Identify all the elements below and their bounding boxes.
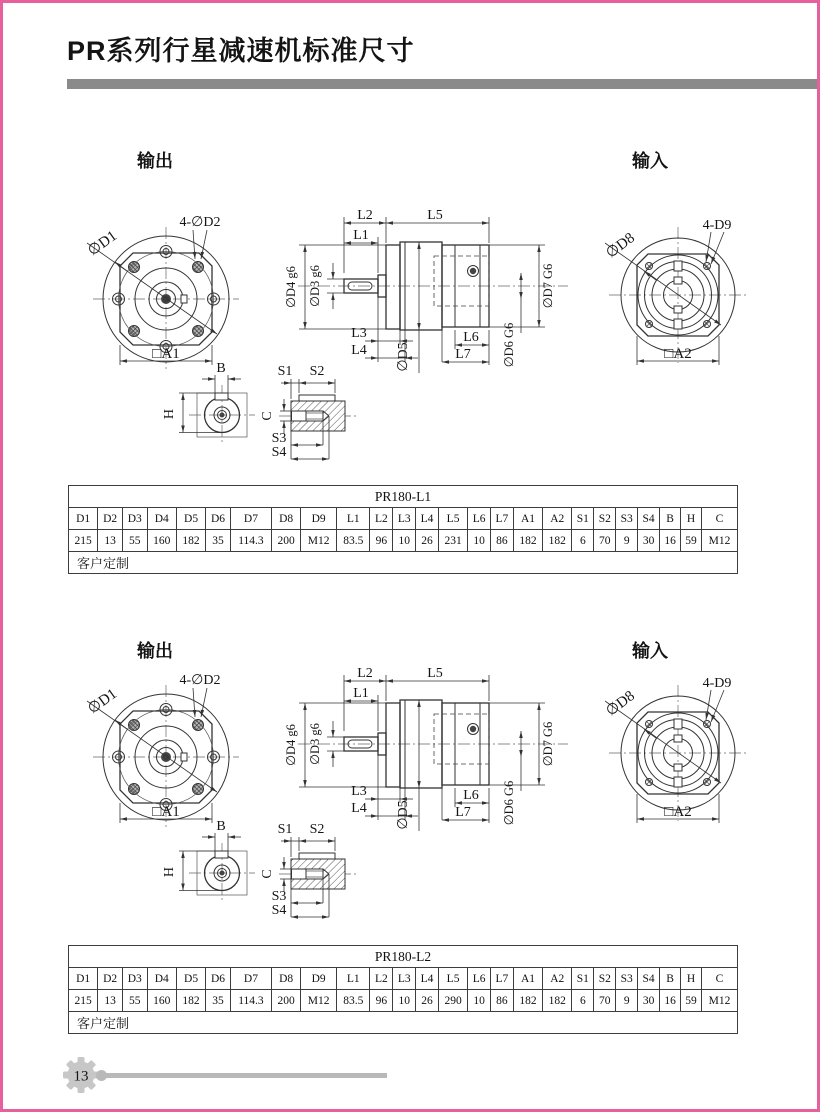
dim-label-d6: ∅D6 G6 — [502, 322, 516, 368]
value-cell: 26 — [416, 530, 439, 552]
dim-label-l6: L6 — [463, 330, 479, 345]
dim-label-a2: □A2 — [664, 346, 692, 362]
dim-label-d7: ∅D7 G6 — [541, 263, 555, 309]
dim-label-d5: ∅D5 — [396, 800, 411, 830]
value-cell: 86 — [491, 530, 514, 552]
dim-label-l1: L1 — [353, 228, 369, 243]
value-cell: 200 — [272, 990, 301, 1012]
table-footer: 客户定制 — [69, 1012, 738, 1034]
table-footer: 客户定制 — [69, 552, 738, 574]
column-header: C — [702, 968, 738, 990]
column-header: S4 — [638, 508, 660, 530]
column-header: L6 — [468, 508, 491, 530]
value-cell: 96 — [370, 990, 393, 1012]
value-cell: M12 — [301, 990, 337, 1012]
section2-output-label: 输出 — [137, 641, 173, 661]
column-header: D2 — [98, 508, 123, 530]
dim-label-d4: ∅D4 g6 — [284, 724, 298, 766]
column-header: L6 — [468, 968, 491, 990]
value-cell: 114.3 — [230, 990, 271, 1012]
value-cell: 16 — [660, 530, 681, 552]
section1-output-label: 输出 — [137, 151, 173, 171]
dim-label-s2: S2 — [309, 364, 325, 379]
column-header: D1 — [69, 508, 98, 530]
column-header: L7 — [491, 508, 514, 530]
dim-label-s2: S2 — [309, 822, 325, 837]
value-cell: M12 — [702, 530, 738, 552]
dim-label-s1: S1 — [277, 822, 293, 837]
dim-label-l2: L2 — [357, 666, 373, 681]
value-cell: 10 — [468, 990, 491, 1012]
dim-label-d1: ∅D1 — [85, 686, 121, 718]
value-cell: M12 — [301, 530, 337, 552]
column-header: S1 — [572, 508, 594, 530]
column-header: D6 — [206, 508, 231, 530]
table-title: PR180-L1 — [69, 486, 738, 508]
value-cell: 55 — [122, 530, 147, 552]
column-header: D4 — [147, 968, 176, 990]
dim-label-c: C — [260, 411, 275, 421]
value-cell: 10 — [393, 990, 416, 1012]
drawing-section-2 — [3, 651, 820, 951]
column-header: D5 — [176, 968, 205, 990]
value-cell: 10 — [393, 530, 416, 552]
value-cell: 16 — [660, 990, 681, 1012]
value-cell: 10 — [468, 530, 491, 552]
dim-label-d5: ∅D5 — [396, 342, 411, 372]
value-cell: 86 — [491, 990, 514, 1012]
dim-label-d6: ∅D6 G6 — [502, 780, 516, 826]
column-header: L2 — [370, 508, 393, 530]
value-cell: 182 — [513, 530, 542, 552]
column-header: L7 — [491, 968, 514, 990]
section1-input-label: 输入 — [632, 151, 668, 171]
dim-label-d8: ∅D8 — [603, 687, 638, 720]
value-cell: 114.3 — [230, 530, 271, 552]
column-header: L1 — [337, 968, 370, 990]
value-cell: 231 — [438, 530, 467, 552]
value-cell: 30 — [638, 990, 660, 1012]
dim-label-s1: S1 — [277, 364, 293, 379]
dim-label-d3: ∅D3 g6 — [308, 723, 322, 765]
dim-label-d9: 4-D9 — [702, 218, 732, 233]
input-flange-drawing — [601, 673, 759, 831]
column-header: D3 — [122, 508, 147, 530]
value-cell: 182 — [176, 990, 205, 1012]
drawing-section-1 — [3, 193, 820, 493]
dim-label-l5: L5 — [427, 666, 443, 681]
column-header: D2 — [98, 968, 123, 990]
column-header: A2 — [543, 508, 572, 530]
value-cell: 35 — [206, 990, 231, 1012]
section2-input-label: 输入 — [632, 641, 668, 661]
column-header: A1 — [513, 508, 542, 530]
output-flange-drawing — [81, 213, 251, 375]
value-cell: 290 — [438, 990, 467, 1012]
value-cell: 182 — [176, 530, 205, 552]
dim-label-d8: ∅D8 — [603, 229, 638, 262]
value-cell: M12 — [702, 990, 738, 1012]
dim-label-h: H — [162, 408, 177, 420]
dim-label-s4: S4 — [271, 445, 287, 460]
dim-label-h: H — [162, 866, 177, 878]
column-header: L5 — [438, 508, 467, 530]
column-header: D1 — [69, 968, 98, 990]
value-cell: 182 — [543, 530, 572, 552]
dim-label-d2: 4-∅D2 — [179, 215, 221, 230]
value-cell: 35 — [206, 530, 231, 552]
value-cell: 6 — [572, 530, 594, 552]
dim-label-d3: ∅D3 g6 — [308, 265, 322, 307]
column-header: D9 — [301, 508, 337, 530]
dim-label-l4: L4 — [351, 343, 367, 358]
page-title: PR系列行星减速机标准尺寸 — [67, 36, 415, 66]
column-header: L5 — [438, 968, 467, 990]
spec-table-pr180-l2 — [68, 945, 738, 1034]
table-title: PR180-L2 — [69, 946, 738, 968]
value-cell: 6 — [572, 990, 594, 1012]
dim-label-l7: L7 — [455, 347, 471, 362]
value-cell: 200 — [272, 530, 301, 552]
value-cell: 70 — [594, 530, 616, 552]
value-cell: 160 — [147, 530, 176, 552]
shaft-section-drawing — [255, 819, 393, 934]
input-flange-drawing — [601, 215, 759, 373]
dim-label-s4: S4 — [271, 903, 287, 918]
column-header: S3 — [616, 508, 638, 530]
value-cell: 160 — [147, 990, 176, 1012]
column-header: S2 — [594, 508, 616, 530]
dim-label-d4: ∅D4 g6 — [284, 266, 298, 308]
dim-label-a1: □A1 — [152, 346, 180, 362]
column-header: A1 — [513, 968, 542, 990]
column-header: D4 — [147, 508, 176, 530]
column-header: H — [681, 508, 702, 530]
column-header: L4 — [416, 508, 439, 530]
value-cell: 13 — [98, 530, 123, 552]
dim-label-l7: L7 — [455, 805, 471, 820]
dim-label-d2: 4-∅D2 — [179, 673, 221, 688]
value-cell: 96 — [370, 530, 393, 552]
side-view-drawing — [283, 651, 575, 843]
value-cell: 9 — [616, 530, 638, 552]
column-header: S2 — [594, 968, 616, 990]
column-header: D9 — [301, 968, 337, 990]
dim-label-l2: L2 — [357, 208, 373, 223]
dim-label-d1: ∅D1 — [85, 228, 121, 260]
output-flange-drawing — [81, 671, 251, 833]
dim-label-s3: S3 — [271, 431, 287, 446]
value-cell: 83.5 — [337, 530, 370, 552]
value-cell: 215 — [69, 530, 98, 552]
column-header: H — [681, 968, 702, 990]
column-header: S4 — [638, 968, 660, 990]
dim-label-l5: L5 — [427, 208, 443, 223]
value-cell: 26 — [416, 990, 439, 1012]
dim-label-s3: S3 — [271, 889, 287, 904]
dim-label-l6: L6 — [463, 788, 479, 803]
column-header: L3 — [393, 968, 416, 990]
dim-label-l3: L3 — [351, 784, 367, 799]
value-cell: 215 — [69, 990, 98, 1012]
value-cell: 70 — [594, 990, 616, 1012]
column-header: D5 — [176, 508, 205, 530]
column-header: A2 — [543, 968, 572, 990]
column-header: L2 — [370, 968, 393, 990]
dim-label-b: B — [216, 819, 226, 834]
column-header: D7 — [230, 508, 271, 530]
column-header: B — [660, 508, 681, 530]
value-cell: 30 — [638, 530, 660, 552]
title-underline-bar — [67, 79, 820, 89]
dim-label-c: C — [260, 869, 275, 879]
column-header: S3 — [616, 968, 638, 990]
value-cell: 83.5 — [337, 990, 370, 1012]
dim-label-d9: 4-D9 — [702, 676, 732, 691]
column-header: D6 — [206, 968, 231, 990]
value-cell: 13 — [98, 990, 123, 1012]
value-cell: 55 — [122, 990, 147, 1012]
value-cell: 182 — [543, 990, 572, 1012]
dim-label-a2: □A2 — [664, 804, 692, 820]
column-header: D7 — [230, 968, 271, 990]
column-header: D3 — [122, 968, 147, 990]
side-view-drawing — [283, 193, 575, 385]
page-number: 13 — [73, 1068, 89, 1085]
dim-label-a1: □A1 — [152, 804, 180, 820]
column-header: D8 — [272, 508, 301, 530]
column-header: L4 — [416, 968, 439, 990]
column-header: D8 — [272, 968, 301, 990]
value-cell: 9 — [616, 990, 638, 1012]
dim-label-l1: L1 — [353, 686, 369, 701]
dim-label-b: B — [216, 361, 226, 376]
value-cell: 182 — [513, 990, 542, 1012]
column-header: S1 — [572, 968, 594, 990]
dim-label-d7: ∅D7 G6 — [541, 721, 555, 767]
column-header: L1 — [337, 508, 370, 530]
dim-label-l3: L3 — [351, 326, 367, 341]
column-header: B — [660, 968, 681, 990]
shaft-section-drawing — [255, 361, 393, 476]
spec-table-pr180-l1 — [68, 485, 738, 574]
value-cell: 59 — [681, 990, 702, 1012]
column-header: L3 — [393, 508, 416, 530]
value-cell: 59 — [681, 530, 702, 552]
column-header: C — [702, 508, 738, 530]
footer-line — [99, 1073, 387, 1078]
dim-label-l4: L4 — [351, 801, 367, 816]
